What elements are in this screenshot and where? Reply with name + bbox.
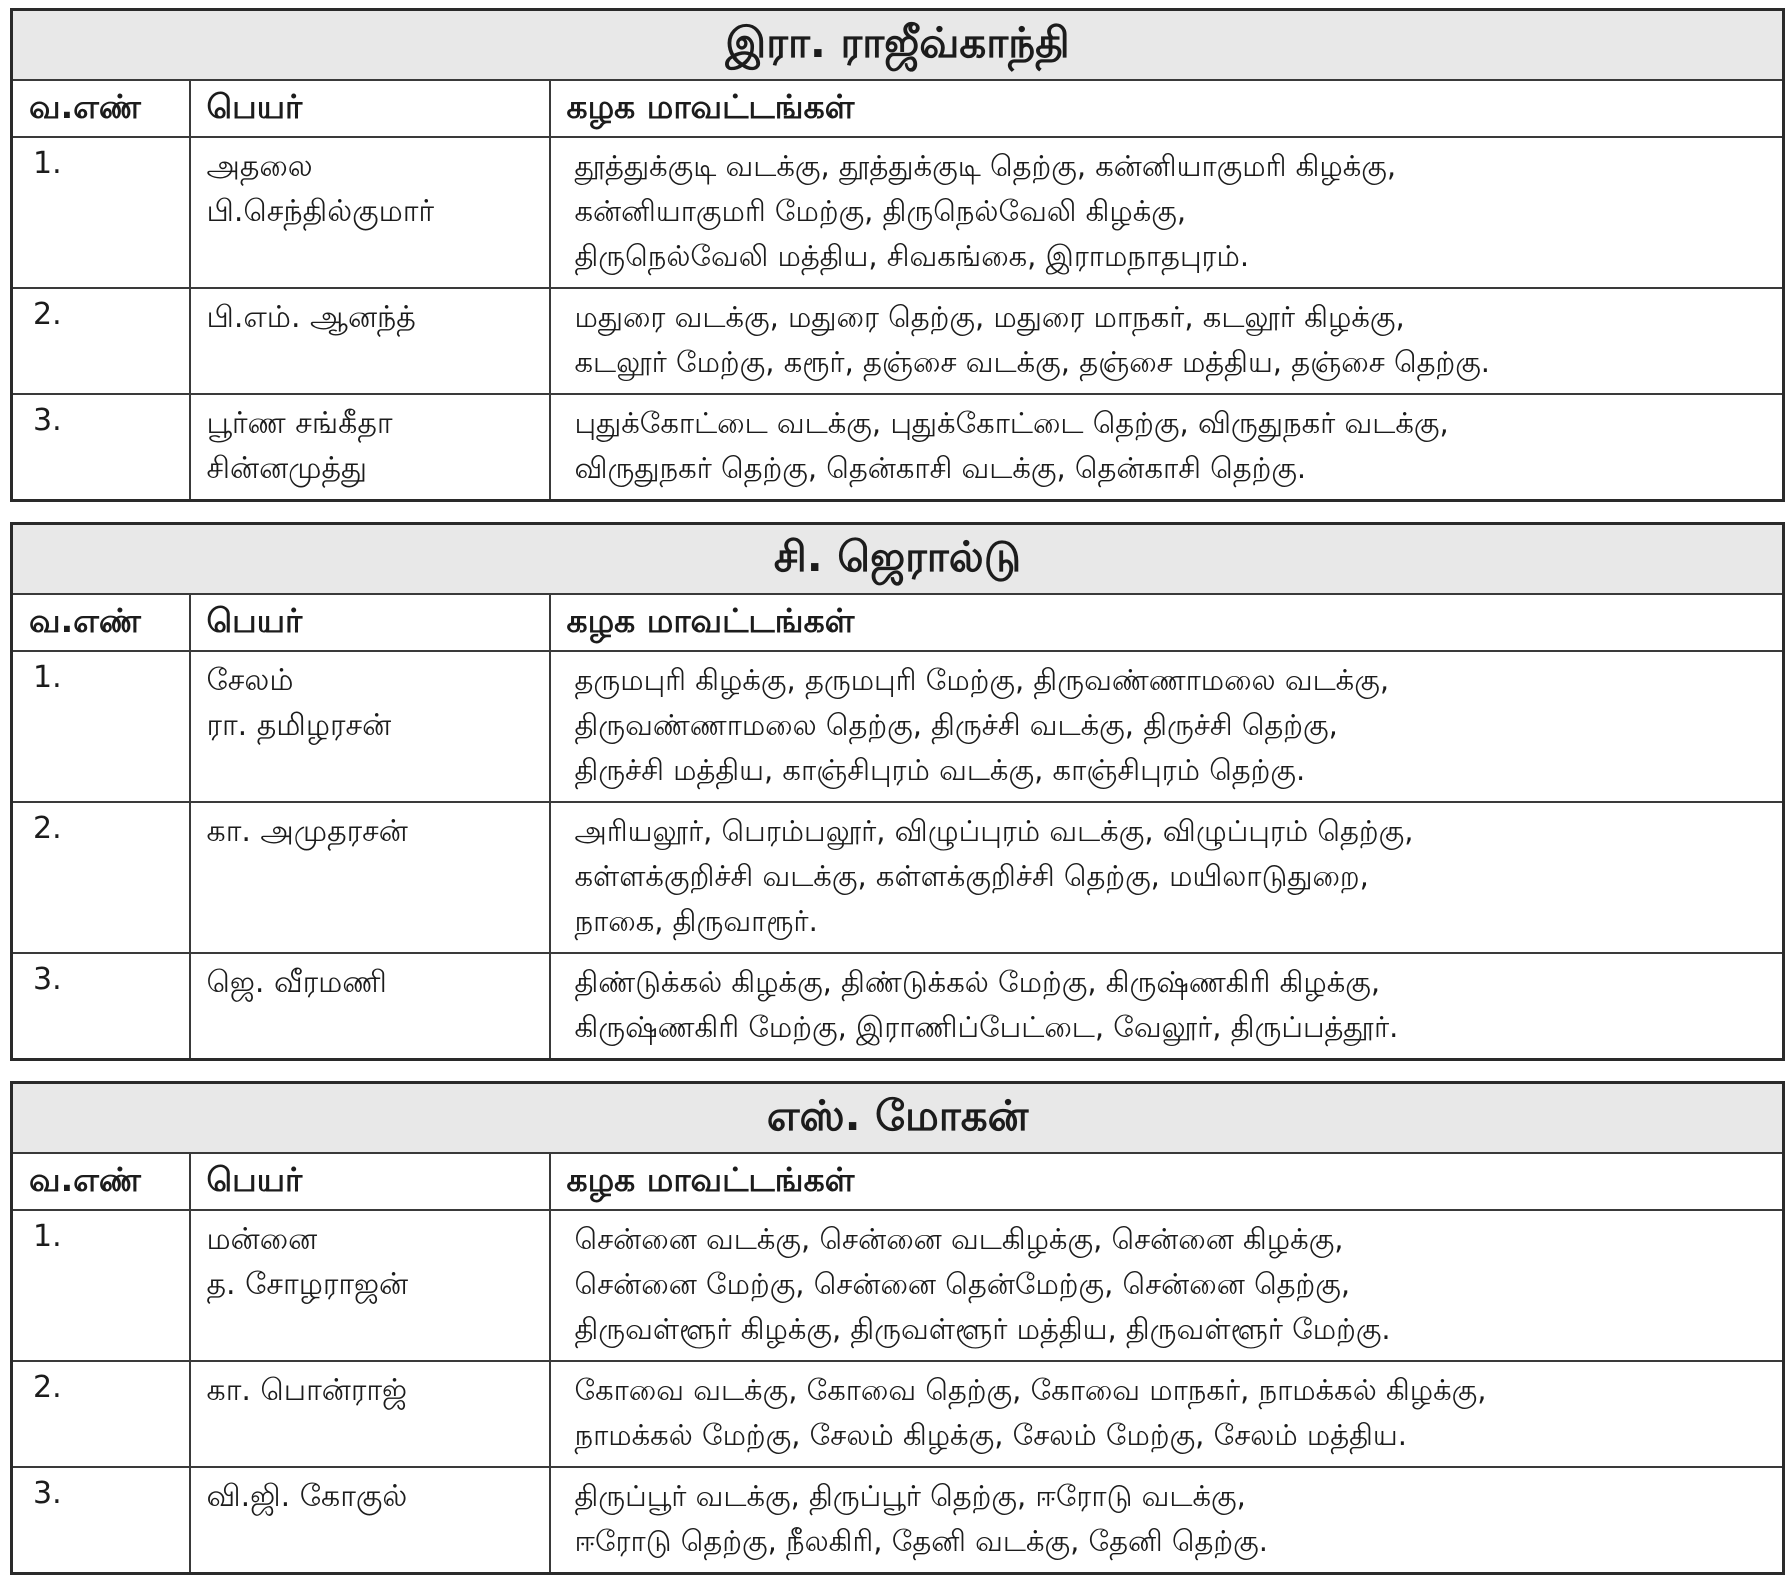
- name-line: பூர்ண சங்கீதா: [206, 406, 393, 441]
- district-line: சென்னை வடக்கு, சென்னை வடகிழக்கு, சென்னை கிழக்கு,: [574, 1222, 1344, 1256]
- district-line: நாமக்கல் மேற்கு, சேலம் கிழக்கு, சேலம் மேற்கு, சேலம் மத்திய.: [574, 1418, 1407, 1452]
- district-line: தூத்துக்குடி வடக்கு, தூத்துக்குடி தெற்கு, கன்னியாகுமரி கிழக்கு,: [574, 149, 1397, 183]
- table-row: [12, 137, 1784, 288]
- name-line: சேலம்: [206, 663, 294, 698]
- header-name: பெயர்: [190, 80, 550, 137]
- district-line: திருவண்ணாமலை தெற்கு, திருச்சி வடக்கு, திருச்சி தெற்கு,: [574, 708, 1338, 742]
- district-line: திருப்பூர் வடக்கு, திருப்பூர் தெற்கு, ஈரோடு வடக்கு,: [574, 1479, 1246, 1513]
- name-line: ரா. தமிழரசன்: [206, 708, 392, 743]
- person-name: [190, 1210, 550, 1361]
- coordinator-name: எஸ். மோகன்: [12, 1083, 1784, 1154]
- district-list: [550, 1467, 1784, 1574]
- serial-number: 3.: [12, 1467, 190, 1574]
- district-line: கிருஷ்ணகிரி மேற்கு, இராணிப்பேட்டை, வேலூர், திருப்பத்தூர்.: [574, 1010, 1399, 1044]
- document: [10, 8, 1782, 1595]
- district-line: ஈரோடு தெற்கு, நீலகிரி, தேனி வடக்கு, தேனி தெற்கு.: [574, 1524, 1268, 1558]
- table-row: [12, 288, 1784, 394]
- header-row: [12, 80, 1784, 137]
- person-name: [190, 1467, 550, 1574]
- district-list: [550, 1210, 1784, 1361]
- coordinator-table-2: [10, 522, 1785, 1061]
- name-line: சின்னமுத்து: [206, 451, 368, 486]
- serial-number: 1.: [12, 651, 190, 802]
- district-line: சென்னை மேற்கு, சென்னை தென்மேற்கு, சென்னை தெற்கு,: [574, 1267, 1351, 1301]
- district-line: கடலூர் மேற்கு, கரூர், தஞ்சை வடக்கு, தஞ்சை மத்திய, தஞ்சை தெற்கு.: [574, 345, 1491, 379]
- district-line: தருமபுரி கிழக்கு, தருமபுரி மேற்கு, திருவண்ணாமலை வடக்கு,: [574, 663, 1390, 697]
- district-list: [550, 802, 1784, 953]
- header-name: பெயர்: [190, 1153, 550, 1210]
- district-line: திண்டுக்கல் கிழக்கு, திண்டுக்கல் மேற்கு, கிருஷ்ணகிரி கிழக்கு,: [574, 965, 1381, 999]
- district-line: புதுக்கோட்டை வடக்கு, புதுக்கோட்டை தெற்கு, விருதுநகர் வடக்கு,: [574, 406, 1449, 440]
- district-line: அரியலூர், பெரம்பலூர், விழுப்புரம் வடக்கு, விழுப்புரம் தெற்கு,: [574, 814, 1414, 848]
- district-line: கோவை வடக்கு, கோவை தெற்கு, கோவை மாநகர், நாமக்கல் கிழக்கு,: [574, 1373, 1487, 1407]
- district-line: கன்னியாகுமரி மேற்கு, திருநெல்வேலி கிழக்கு,: [574, 194, 1187, 228]
- district-line: மதுரை வடக்கு, மதுரை தெற்கு, மதுரை மாநகர், கடலூர் கிழக்கு,: [574, 300, 1405, 334]
- serial-number: 2.: [12, 1361, 190, 1467]
- person-name: [190, 137, 550, 288]
- header-serial: வ.எண்: [12, 594, 190, 651]
- district-line: திருவள்ளூர் கிழக்கு, திருவள்ளூர் மத்திய, திருவள்ளூர் மேற்கு.: [574, 1312, 1391, 1346]
- header-serial: வ.எண்: [12, 80, 190, 137]
- name-line: த. சோழராஜன்: [206, 1267, 409, 1302]
- district-line: திருநெல்வேலி மத்திய, சிவகங்கை, இராமநாதபுரம்.: [574, 239, 1250, 273]
- name-line: ஜெ. வீரமணி: [206, 965, 387, 1000]
- district-list: [550, 651, 1784, 802]
- district-line: நாகை, திருவாரூர்.: [574, 904, 818, 938]
- name-line: கா. அமுதரசன்: [206, 814, 408, 849]
- coordinator-name: சி. ஜெரால்டு: [12, 524, 1784, 595]
- name-line: பி.எம். ஆனந்த்: [206, 300, 416, 335]
- header-name: பெயர்: [190, 594, 550, 651]
- header-row: [12, 594, 1784, 651]
- table-row: [12, 953, 1784, 1060]
- district-list: [550, 394, 1784, 501]
- serial-number: 1.: [12, 1210, 190, 1361]
- name-line: அதலை: [206, 149, 313, 184]
- coordinator-name: இரா. ராஜீவ்காந்தி: [12, 10, 1784, 81]
- serial-number: 2.: [12, 802, 190, 953]
- person-name: [190, 802, 550, 953]
- header-row: [12, 1153, 1784, 1210]
- serial-number: 3.: [12, 953, 190, 1060]
- header-districts: கழக மாவட்டங்கள்: [550, 594, 1784, 651]
- person-name: [190, 953, 550, 1060]
- name-line: வி.ஜி. கோகுல்: [206, 1479, 408, 1514]
- district-line: விருதுநகர் தெற்கு, தென்காசி வடக்கு, தென்காசி தெற்கு.: [574, 451, 1307, 485]
- district-line: திருச்சி மத்திய, காஞ்சிபுரம் வடக்கு, காஞ்சிபுரம் தெற்கு.: [574, 753, 1306, 787]
- table-row: [12, 802, 1784, 953]
- coordinator-table-1: [10, 8, 1785, 502]
- header-districts: கழக மாவட்டங்கள்: [550, 80, 1784, 137]
- coordinator-table-3: [10, 1081, 1785, 1575]
- person-name: [190, 1361, 550, 1467]
- district-line: கள்ளக்குறிச்சி வடக்கு, கள்ளக்குறிச்சி தெற்கு, மயிலாடுதுறை,: [574, 859, 1369, 893]
- name-line: பி.செந்தில்குமார்: [206, 194, 435, 229]
- serial-number: 3.: [12, 394, 190, 501]
- table-row: [12, 1210, 1784, 1361]
- person-name: [190, 288, 550, 394]
- table-row: [12, 1361, 1784, 1467]
- serial-number: 2.: [12, 288, 190, 394]
- table-row: [12, 651, 1784, 802]
- district-list: [550, 1361, 1784, 1467]
- person-name: [190, 394, 550, 501]
- district-list: [550, 953, 1784, 1060]
- header-districts: கழக மாவட்டங்கள்: [550, 1153, 1784, 1210]
- table-row: [12, 1467, 1784, 1574]
- header-serial: வ.எண்: [12, 1153, 190, 1210]
- person-name: [190, 651, 550, 802]
- district-list: [550, 288, 1784, 394]
- serial-number: 1.: [12, 137, 190, 288]
- name-line: கா. பொன்ராஜ்: [206, 1373, 408, 1408]
- name-line: மன்னை: [206, 1222, 318, 1257]
- table-row: [12, 394, 1784, 501]
- district-list: [550, 137, 1784, 288]
